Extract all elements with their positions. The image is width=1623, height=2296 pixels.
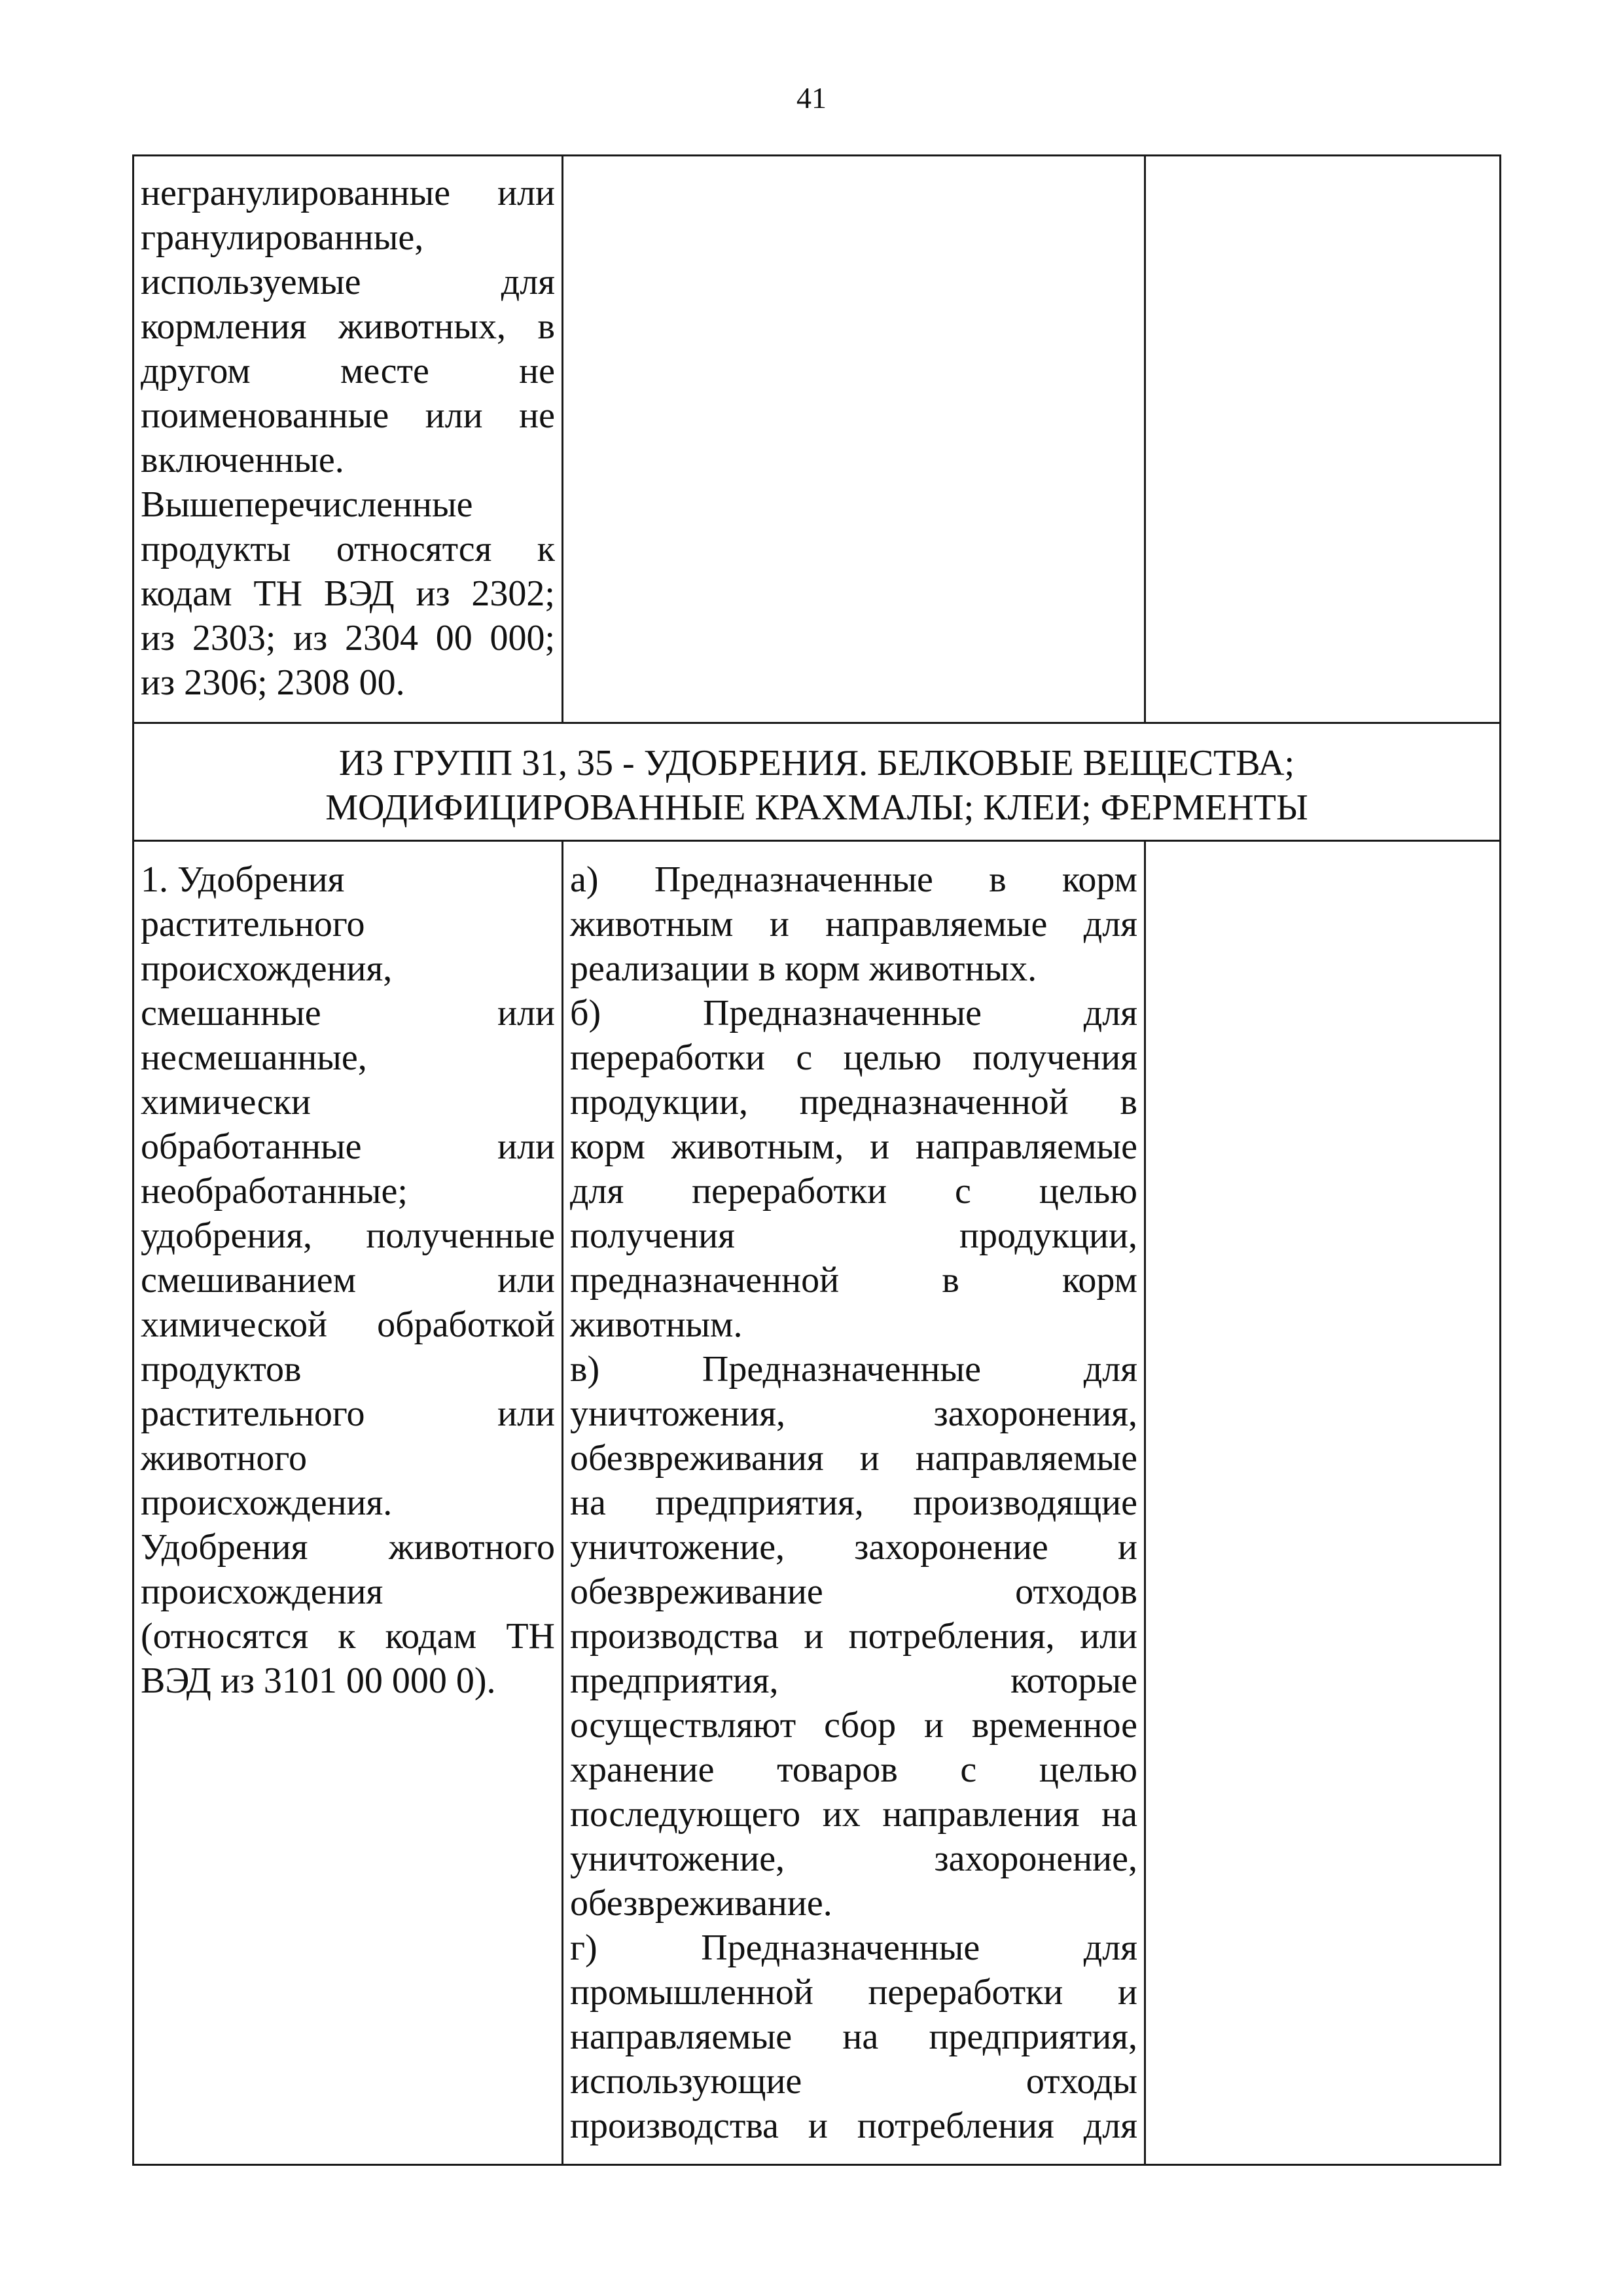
section-heading-row (134, 723, 1501, 841)
text-line: кормления животных, в (141, 306, 555, 347)
text-line: уничтожение, захоронение и (570, 1527, 1137, 1568)
text-line: продукты относятся к (141, 529, 555, 569)
text-line: гранулированные, (141, 217, 424, 258)
text-line: животного (141, 1438, 307, 1479)
text-line: химической обработкой (141, 1304, 555, 1345)
text-line: несмешанные, (141, 1037, 367, 1078)
text-line: получения продукции, (570, 1215, 1137, 1256)
row3-product-cell (134, 841, 563, 2165)
text-line: направляемые на предприятия, (570, 2017, 1137, 2057)
row1-requirements-cell (1145, 156, 1501, 723)
text-line: производства и потребления, или (570, 1616, 1137, 1657)
text-line: переработки с целью получения (570, 1037, 1137, 1078)
text-line: животным. (570, 1304, 743, 1345)
text-line: продуктов (141, 1349, 302, 1390)
text-line: другом месте не (141, 351, 555, 391)
text-line: уничтожение, захоронение, (570, 1839, 1137, 1879)
text-line: б) Предназначенные для (570, 993, 1137, 1033)
regulation-table (132, 154, 1501, 2166)
section-heading-line: ИЗ ГРУПП 31, 35 - УДОБРЕНИЯ. БЕЛКОВЫЕ ВЕЩЕСТВА; (338, 743, 1295, 783)
text-line: смешанные или (141, 993, 555, 1033)
table-row (134, 841, 1501, 2165)
text-line: используемые для (141, 262, 555, 302)
text-line: Вышеперечисленные (141, 484, 473, 525)
text-line: уничтожения, захоронения, (570, 1393, 1137, 1434)
text-line: хранение товаров с целью (570, 1749, 1137, 1790)
text-line: предназначенной в корм (570, 1260, 1137, 1300)
table-row (134, 156, 1501, 723)
text-line: смешиванием или (141, 1260, 555, 1300)
row3-purpose-cell (563, 841, 1145, 2165)
text-line: предприятия, которые (570, 1660, 1137, 1701)
text-line: включенные. (141, 440, 344, 480)
text-line: г) Предназначенные для (570, 1928, 1137, 1968)
text-line: растительного (141, 904, 365, 944)
text-line: ВЭД из 3101 00 000 0). (141, 1660, 496, 1701)
text-line: поименованные или не (141, 395, 555, 436)
section-heading (134, 723, 1501, 841)
text-line: последующего их направления на (570, 1794, 1137, 1835)
text-line: происхождения. (141, 1482, 393, 1523)
text-line: негранулированные или (141, 173, 555, 213)
text-line: осуществляют сбор и временное (570, 1705, 1137, 1746)
text-line: корм животным, и направляемые (570, 1126, 1137, 1167)
row1-purpose-cell (563, 156, 1145, 723)
text-line: обезвреживания и направляемые (570, 1438, 1137, 1479)
row1-product-cell (134, 156, 563, 723)
text-line: обезвреживание. (570, 1883, 832, 1924)
text-line: (относятся к кодам ТН (141, 1616, 555, 1657)
text-line: химически (141, 1082, 311, 1122)
text-line: происхождения, (141, 948, 393, 989)
text-line: а) Предназначенные в корм (570, 859, 1137, 900)
text-line: продукции, предназначенной в (570, 1082, 1137, 1122)
text-line: промышленной переработки и (570, 1972, 1137, 2013)
text-line: кодам ТН ВЭД из 2302; (141, 573, 555, 614)
text-line: 1. Удобрения (141, 859, 345, 900)
text-line: необработанные; (141, 1171, 408, 1211)
text-line: реализации в корм животных. (570, 948, 1037, 989)
text-line: использующие отходы (570, 2061, 1137, 2102)
text-line: на предприятия, производящие (570, 1482, 1137, 1523)
text-line: растительного или (141, 1393, 555, 1434)
text-line: обработанные или (141, 1126, 555, 1167)
text-line: из 2306; 2308 00. (141, 662, 405, 703)
text-line: обезвреживание отходов (570, 1571, 1137, 1612)
text-line: для переработки с целью (570, 1171, 1137, 1211)
text-line: в) Предназначенные для (570, 1349, 1137, 1390)
text-line: из 2303; из 2304 00 000; (141, 618, 555, 658)
section-heading-line: МОДИФИЦИРОВАННЫЕ КРАХМАЛЫ; КЛЕИ; ФЕРМЕНТЫ (325, 787, 1308, 828)
text-line: производства и потребления для (570, 2106, 1137, 2146)
text-line: удобрения, полученные (141, 1215, 555, 1256)
row3-requirements-cell (1145, 841, 1501, 2165)
text-line: животным и направляемые для (570, 904, 1137, 944)
text-line: Удобрения животного (141, 1527, 555, 1568)
text-line: происхождения (141, 1571, 383, 1612)
page-number: 41 (796, 81, 827, 115)
